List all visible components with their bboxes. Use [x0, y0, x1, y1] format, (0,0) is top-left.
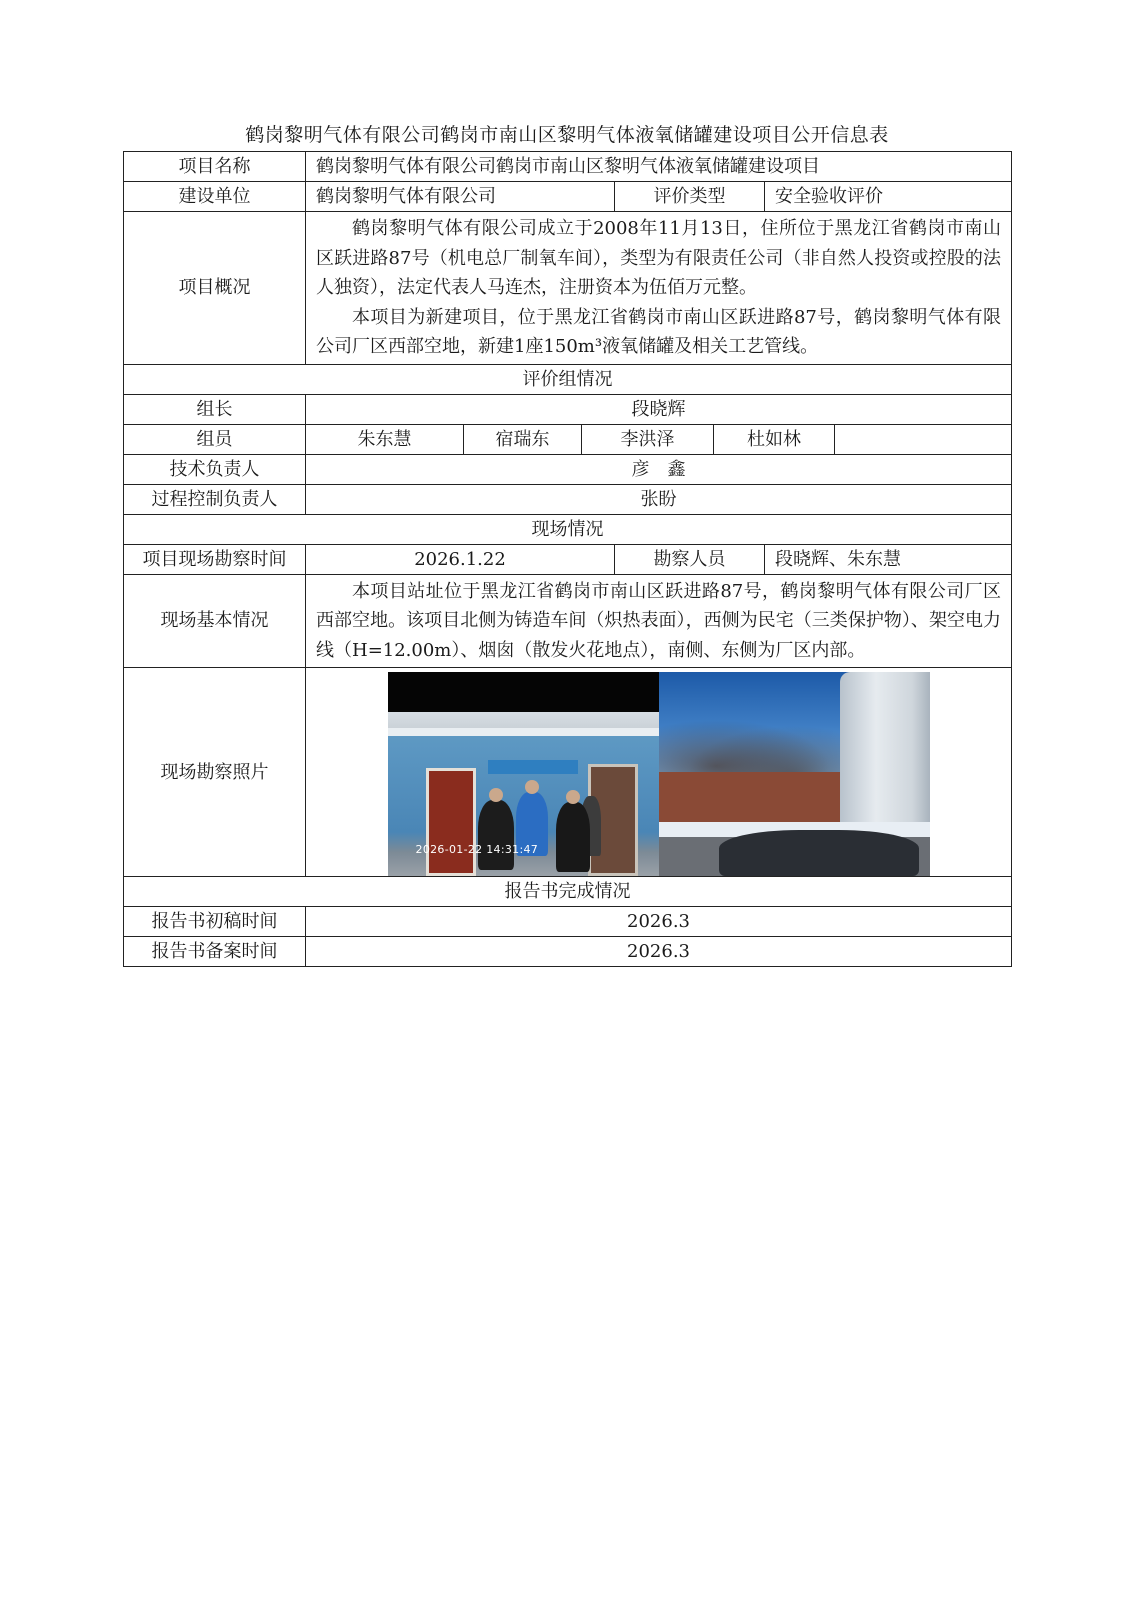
member-5 [835, 424, 1012, 454]
row-report-filing [124, 937, 1012, 967]
site-photo-tank [659, 672, 930, 876]
report-draft-value: 2026.3 [306, 907, 1012, 937]
row-report-draft [124, 907, 1012, 937]
row-eval-group-header [124, 364, 1012, 394]
process-label: 过程控制负责人 [124, 484, 306, 514]
photos-cell [306, 668, 1012, 877]
row-tech [124, 454, 1012, 484]
report-draft-label: 报告书初稿时间 [124, 907, 306, 937]
process-value: 张盼 [306, 484, 1012, 514]
member-1: 朱东慧 [306, 424, 464, 454]
info-table [123, 151, 1012, 967]
row-project-name [124, 152, 1012, 182]
row-construction-unit [124, 182, 1012, 212]
members-label: 组员 [124, 424, 306, 454]
document-title: 鹤岗黎明气体有限公司鹤岗市南山区黎明气体液氧储罐建设项目公开信息表 [245, 124, 889, 146]
row-leader [124, 394, 1012, 424]
leader-value: 段晓辉 [306, 394, 1012, 424]
photo-strip [306, 672, 1011, 876]
tech-value: 彦 鑫 [306, 454, 1012, 484]
site-basic-label: 现场基本情况 [124, 574, 306, 668]
construction-unit-label: 建设单位 [124, 182, 306, 212]
row-report-header [124, 877, 1012, 907]
row-members [124, 424, 1012, 454]
member-4: 杜如林 [714, 424, 835, 454]
overview-paragraph-1: 鹤岗黎明气体有限公司成立于2008年11月13日，住所位于黑龙江省鹤岗市南山区跃进路87号（机电总厂制氧车间），类型为有限责任公司（非自然人投资或控股的法人独资），法定代表人马连杰，注册资本为伍佰万元整。 [316, 218, 1002, 298]
member-2: 宿瑞东 [464, 424, 582, 454]
member-3: 李洪泽 [582, 424, 714, 454]
survey-time-value: 2026.1.22 [306, 544, 615, 574]
row-site-basic [124, 574, 1012, 668]
row-overview [124, 212, 1012, 365]
site-photo-team [388, 672, 659, 876]
eval-type-value: 安全验收评价 [765, 182, 1012, 212]
report-header: 报告书完成情况 [124, 877, 1012, 907]
overview-text [306, 212, 1012, 365]
row-process [124, 484, 1012, 514]
row-survey-time [124, 544, 1012, 574]
report-filing-label: 报告书备案时间 [124, 937, 306, 967]
report-filing-value: 2026.3 [306, 937, 1012, 967]
project-name-value: 鹤岗黎明气体有限公司鹤岗市南山区黎明气体液氧储罐建设项目 [306, 152, 1012, 182]
site-header: 现场情况 [124, 514, 1012, 544]
eval-type-label: 评价类型 [615, 182, 765, 212]
row-site-header [124, 514, 1012, 544]
overview-paragraph-2: 本项目为新建项目，位于黑龙江省鹤岗市南山区跃进路87号，鹤岗黎明气体有限公司厂区西部空地，新建1座150m³液氧储罐及相关工艺管线。 [316, 306, 1002, 357]
site-basic-paragraph: 本项目站址位于黑龙江省鹤岗市南山区跃进路87号，鹤岗黎明气体有限公司厂区西部空地。该项目北侧为铸造车间（炽热表面），西侧为民宅（三类保护物）、架空电力线（H=12.00m）、烟囱（散发火花地点），南侧、东侧为厂区内部。 [316, 580, 1002, 661]
photo-timestamp: 2026-01-22 14:31:47 [415, 842, 539, 856]
overview-label: 项目概况 [124, 212, 306, 365]
row-photos [124, 668, 1012, 877]
construction-unit-value: 鹤岗黎明气体有限公司 [306, 182, 615, 212]
surveyors-label: 勘察人员 [615, 544, 765, 574]
leader-label: 组长 [124, 394, 306, 424]
surveyors-value: 段晓辉、朱东慧 [765, 544, 1012, 574]
survey-time-label: 项目现场勘察时间 [124, 544, 306, 574]
site-basic-text [306, 574, 1012, 668]
project-name-label: 项目名称 [124, 152, 306, 182]
photos-label: 现场勘察照片 [124, 668, 306, 877]
tech-label: 技术负责人 [124, 454, 306, 484]
eval-group-header: 评价组情况 [124, 364, 1012, 394]
